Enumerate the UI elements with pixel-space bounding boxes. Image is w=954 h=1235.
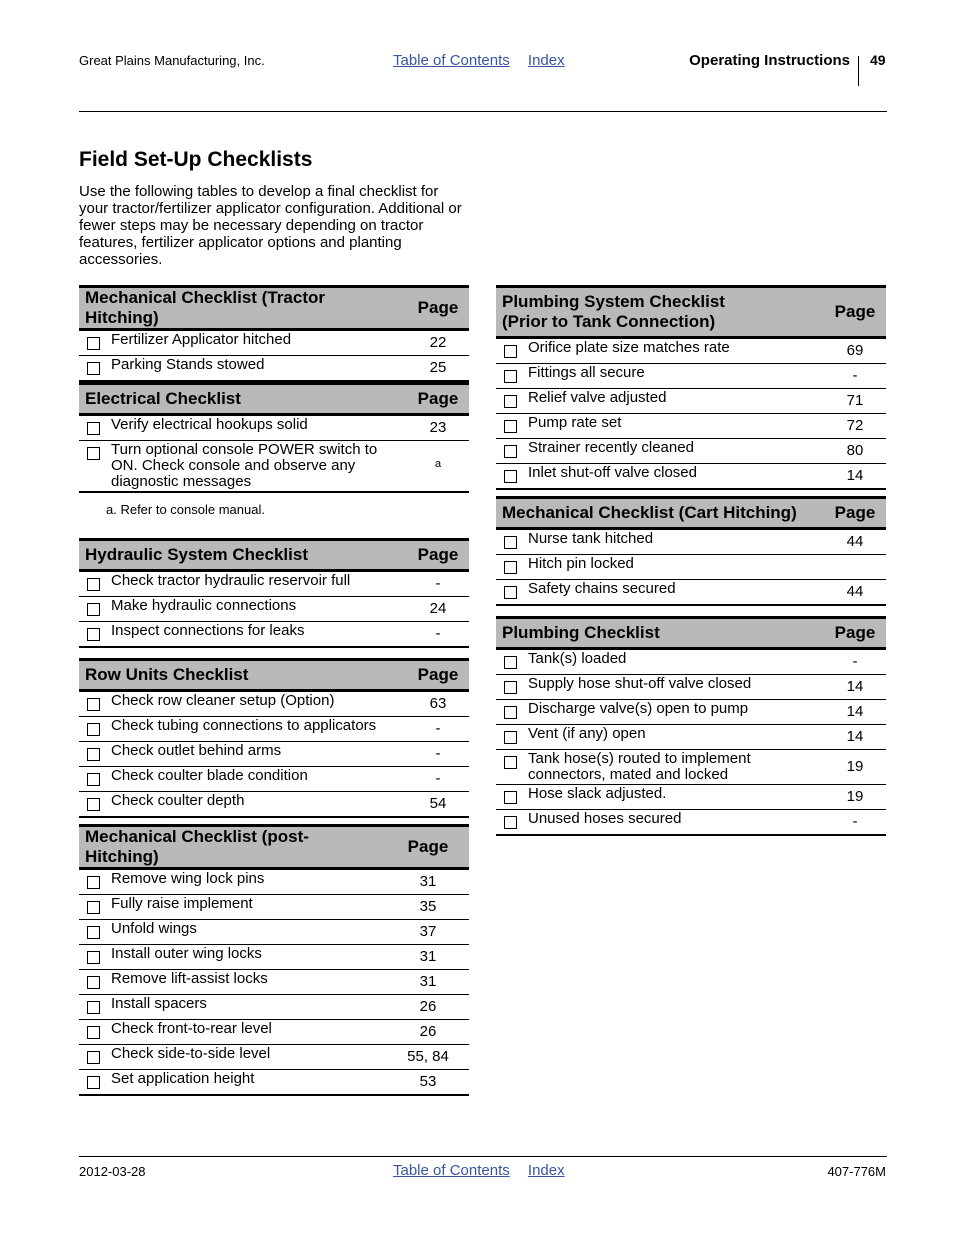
checkbox-icon[interactable] [87,362,100,375]
checklist-item: Hose slack adjusted. [528,785,824,810]
page-reference: 31 [387,945,469,970]
checkbox-cell [496,529,528,555]
checklist-item: Discharge valve(s) open to pump [528,700,824,725]
page-reference: 35 [387,895,469,920]
mechanical-cart-checklist [496,496,886,606]
checkbox-cell [79,869,111,895]
row-units-checklist [79,658,469,818]
checklist-item: Remove lift-assist locks [111,970,387,995]
table-title: Mechanical Checklist (post-Hitching) [79,826,387,869]
mechanical-tractor-checklist [79,285,469,382]
page-reference: 72 [824,414,886,439]
checklist-row [79,869,469,895]
checklist-row [79,597,469,622]
table-title: Hydraulic System Checklist [79,540,407,571]
checkbox-icon[interactable] [504,731,517,744]
page-reference: 26 [387,995,469,1020]
checkbox-icon[interactable] [504,470,517,483]
checklist-row [496,464,886,490]
checklist-row [79,792,469,818]
checklist-item: Install spacers [111,995,387,1020]
table-title: Mechanical Checklist (Tractor Hitching) [79,287,407,330]
checklist-item: Remove wing lock pins [111,869,387,895]
page-reference: 54 [407,792,469,818]
page-reference: 26 [387,1020,469,1045]
checklist-row [79,742,469,767]
page-reference: 69 [824,338,886,364]
checklist-row [496,338,886,364]
checkbox-icon[interactable] [504,395,517,408]
checkbox-cell [79,1070,111,1096]
electrical-checklist [79,382,469,493]
footer-nav [393,1162,565,1179]
checkbox-icon[interactable] [87,447,100,460]
checkbox-icon[interactable] [87,876,100,889]
checklist-row [79,571,469,597]
checklist-row [79,330,469,356]
page-col-header: Page [824,498,886,529]
checklist-item: Tank hose(s) routed to implement connectors, mated and locked [528,750,824,785]
checkbox-cell [79,330,111,356]
company-name: Great Plains Manufacturing, Inc. [79,53,265,68]
checkbox-icon[interactable] [504,681,517,694]
checkbox-icon[interactable] [87,422,100,435]
checklist-row [496,649,886,675]
page-reference: 71 [824,389,886,414]
table-title [496,287,824,338]
page-reference: 55, 84 [387,1045,469,1070]
checkbox-cell [79,995,111,1020]
page-reference: 14 [824,725,886,750]
checklist-item: Inspect connections for leaks [111,622,407,648]
checklist-item: Nurse tank hitched [528,529,824,555]
checkbox-cell [496,785,528,810]
checklist-item: Set application height [111,1070,387,1096]
checkbox-icon[interactable] [87,628,100,641]
checkbox-icon[interactable] [87,951,100,964]
checkbox-cell [79,622,111,648]
toc-link[interactable]: Table of Contents [393,1162,510,1179]
checklist-item: Inlet shut-off valve closed [528,464,824,490]
checklist-row [79,691,469,717]
checklist-item: Check coulter depth [111,792,407,818]
checklist-item: Fully raise implement [111,895,387,920]
mechanical-post-hitching-checklist [79,824,469,1096]
checklist-item: Pump rate set [528,414,824,439]
checklist-row [79,1020,469,1045]
page-number: 49 [870,52,886,68]
checkbox-icon[interactable] [504,370,517,383]
checkbox-icon[interactable] [504,536,517,549]
page-reference: - [407,571,469,597]
checklist-item: Unused hoses secured [528,810,824,836]
checklist-row [79,920,469,945]
toc-link[interactable]: Table of Contents [393,52,510,69]
checklist-item: Check tubing connections to applicators [111,717,407,742]
checkbox-icon[interactable] [87,1026,100,1039]
checkbox-cell [496,464,528,490]
checkbox-cell [496,439,528,464]
document-number: 407-776M [827,1164,886,1179]
page-reference: - [407,622,469,648]
checkbox-cell [79,1020,111,1045]
checkbox-icon[interactable] [504,586,517,599]
checkbox-cell [496,389,528,414]
checklist-row [79,1070,469,1096]
footer-rule [79,1156,887,1157]
checkbox-cell [496,725,528,750]
checklist-item: Strainer recently cleaned [528,439,824,464]
checklist-item: Make hydraulic connections [111,597,407,622]
checkbox-cell [79,792,111,818]
checklist-row [79,945,469,970]
checkbox-cell [79,742,111,767]
checklist-row [79,622,469,648]
checklist-row [79,441,469,493]
checkbox-cell [79,415,111,441]
checklist-row [79,895,469,920]
checklist-item: Install outer wing locks [111,945,387,970]
checkbox-icon[interactable] [87,926,100,939]
checklist-item: Check row cleaner setup (Option) [111,691,407,717]
checkbox-icon[interactable] [504,445,517,458]
checklist-row [79,717,469,742]
checklist-row [496,725,886,750]
checkbox-icon[interactable] [87,901,100,914]
checkbox-icon[interactable] [87,723,100,736]
table-title: Plumbing Checklist [496,618,824,649]
page-reference: - [824,649,886,675]
page-reference: 23 [407,415,469,441]
checkbox-icon[interactable] [504,756,517,769]
table-title: Row Units Checklist [79,660,407,691]
checklist-item: Check tractor hydraulic reservoir full [111,571,407,597]
checklist-row [496,364,886,389]
checkbox-cell [79,571,111,597]
checklist-row [496,810,886,836]
page-col-header: Page [824,287,886,338]
page-col-header: Page [407,660,469,691]
checkbox-cell [79,356,111,382]
checkbox-cell [496,580,528,606]
header-divider [858,56,859,86]
checkbox-icon[interactable] [504,706,517,719]
checkbox-icon[interactable] [87,773,100,786]
checkbox-cell [496,675,528,700]
footnote-marker: a [434,457,442,470]
page-reference: 22 [407,330,469,356]
checklist-item: Verify electrical hookups solid [111,415,407,441]
checkbox-icon[interactable] [87,1001,100,1014]
index-link[interactable]: Index [527,1162,565,1179]
checklist-row [496,675,886,700]
checkbox-cell [79,920,111,945]
checkbox-cell [79,767,111,792]
checkbox-cell [79,717,111,742]
page-reference: - [824,364,886,389]
checklist-row [496,555,886,580]
table-title-line1: Plumbing System Checklist [502,292,725,311]
page-reference [407,441,469,493]
checkbox-cell [496,700,528,725]
checklist-item: Check outlet behind arms [111,742,407,767]
page-reference: 53 [387,1070,469,1096]
checklist-row [496,389,886,414]
plumbing-system-checklist [496,285,886,490]
checklist-row [496,439,886,464]
checklist-item: Supply hose shut-off valve closed [528,675,824,700]
index-link[interactable]: Index [527,52,565,69]
page-reference: 25 [407,356,469,382]
footnote: a. Refer to console manual. [106,502,265,517]
checkbox-cell [79,1045,111,1070]
checkbox-icon[interactable] [504,656,517,669]
page-reference: 31 [387,970,469,995]
checklist-item: Orifice plate size matches rate [528,338,824,364]
checklist-item: Relief valve adjusted [528,389,824,414]
page-reference: 37 [387,920,469,945]
checkbox-icon[interactable] [87,1051,100,1064]
page-col-header: Page [824,618,886,649]
checkbox-cell [496,555,528,580]
checkbox-cell [79,691,111,717]
page-reference: 63 [407,691,469,717]
checklist-row [79,995,469,1020]
checklist-item: Safety chains secured [528,580,824,606]
page-reference: 24 [407,597,469,622]
page-reference: - [407,767,469,792]
checkbox-icon[interactable] [504,816,517,829]
page-col-header: Page [387,826,469,869]
checkbox-cell [79,441,111,493]
page-reference: 14 [824,700,886,725]
checklist-row [496,529,886,555]
checkbox-cell [496,750,528,785]
checkbox-icon[interactable] [87,603,100,616]
checklist-item: Turn optional console POWER switch to ON. Check console and observe any diagnostic messages [111,441,407,493]
checkbox-icon[interactable] [87,748,100,761]
page-reference: - [824,810,886,836]
checkbox-icon[interactable] [87,1076,100,1089]
checklist-row [496,580,886,606]
page-col-header: Page [407,384,469,415]
checklist-item: Fittings all secure [528,364,824,389]
checkbox-cell [496,414,528,439]
checkbox-icon[interactable] [504,561,517,574]
checklist-row [79,356,469,382]
table-title: Electrical Checklist [79,384,407,415]
checklist-row [496,750,886,785]
table-title-line2: (Prior to Tank Connection) [502,312,716,331]
intro-paragraph: Use the following tables to develop a final checklist for your tractor/fertilizer applicator configuration. Additional or fewer steps may be necessary depending on tractor features, fertilizer applicator options and planting accessories. [79,183,462,268]
checklist-row [79,415,469,441]
checkbox-icon[interactable] [504,345,517,358]
checkbox-cell [79,945,111,970]
checkbox-cell [79,597,111,622]
plumbing-checklist [496,616,886,836]
page-col-header: Page [407,540,469,571]
footer-date: 2012-03-28 [79,1164,146,1179]
page-reference: 14 [824,464,886,490]
checkbox-icon[interactable] [87,337,100,350]
checkbox-cell [496,338,528,364]
page-reference [824,555,886,580]
checklist-row [79,1045,469,1070]
page-reference: 19 [824,750,886,785]
checkbox-icon[interactable] [87,698,100,711]
table-title: Mechanical Checklist (Cart Hitching) [496,498,824,529]
checkbox-icon[interactable] [87,578,100,591]
checklist-row [496,785,886,810]
checklist-item: Vent (if any) open [528,725,824,750]
page-title: Field Set-Up Checklists [79,148,313,171]
checkbox-cell [79,970,111,995]
checklist-row [79,970,469,995]
checkbox-cell [496,364,528,389]
checkbox-cell [79,895,111,920]
page-reference: - [407,717,469,742]
header-nav [393,52,565,69]
page-reference: 19 [824,785,886,810]
section-title: Operating Instructions [689,52,850,69]
page-col-header: Page [407,287,469,330]
page-reference: - [407,742,469,767]
checkbox-icon[interactable] [87,976,100,989]
checkbox-icon[interactable] [504,420,517,433]
checklist-item: Check front-to-rear level [111,1020,387,1045]
checkbox-icon[interactable] [87,798,100,811]
page-reference: 31 [387,869,469,895]
checkbox-cell [496,810,528,836]
checklist-row [496,700,886,725]
checklist-row [79,767,469,792]
checklist-item: Fertilizer Applicator hitched [111,330,407,356]
header-rule [79,111,887,112]
checklist-item: Unfold wings [111,920,387,945]
hydraulic-checklist [79,538,469,648]
page-reference: 44 [824,529,886,555]
checklist-item: Hitch pin locked [528,555,824,580]
checkbox-icon[interactable] [504,791,517,804]
page-reference: 44 [824,580,886,606]
checklist-item: Parking Stands stowed [111,356,407,382]
page-reference: 14 [824,675,886,700]
checklist-row [496,414,886,439]
checklist-item: Check coulter blade condition [111,767,407,792]
checkbox-cell [496,649,528,675]
page-reference: 80 [824,439,886,464]
checklist-item: Check side-to-side level [111,1045,387,1070]
checklist-item: Tank(s) loaded [528,649,824,675]
